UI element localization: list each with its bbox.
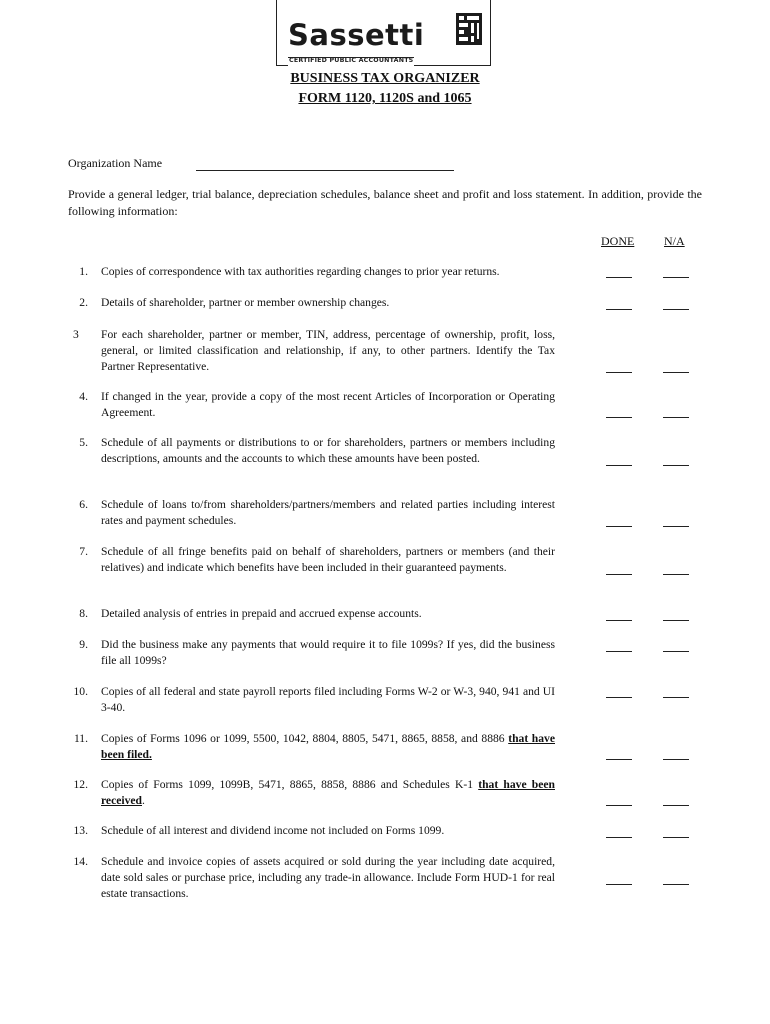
item-text: If changed in the year, provide a copy of the most recent Articles of Incorporation or Operating Agreement. [101,390,555,419]
na-checkbox-line[interactable] [663,417,689,418]
na-checkbox-line[interactable] [663,574,689,575]
item-number: 6. [79,498,88,511]
na-checkbox-line[interactable] [663,759,689,760]
done-checkbox-line[interactable] [606,837,632,838]
item-text: For each shareholder, partner or member, TIN, address, percentage of ownership, profit, loss, general, or limited classification and relationship, if any, to other partners. Identify the Tax Partner Representative. [101,328,555,373]
item-number: 3 [73,328,79,341]
item-text: Schedule of all interest and dividend income not included on Forms 1099. [101,824,445,837]
item-text: Copies of correspondence with tax authorities regarding changes to prior year returns. [101,265,500,278]
na-checkbox-line[interactable] [663,697,689,698]
item-text: Schedule of all payments or distributions to or for shareholders, partners or members including descriptions, amounts and the accounts to which these amounts have been posted. [101,436,555,465]
item-text: Details of shareholder, partner or member ownership changes. [101,296,390,309]
item-number: 8. [79,607,88,620]
form-title: BUSINESS TAX ORGANIZER [290,71,480,86]
done-checkbox-line[interactable] [606,651,632,652]
na-checkbox-line[interactable] [663,372,689,373]
done-checkbox-line[interactable] [606,759,632,760]
organization-name-label: Organization Name [68,156,163,170]
logo-monogram-icon [456,13,482,45]
item-text-emphasis: that have been filed. [101,732,555,761]
item-number: 11. [73,732,88,745]
done-checkbox-line[interactable] [606,574,632,575]
na-checkbox-line[interactable] [663,884,689,885]
item-number: 13. [73,824,88,837]
logo-wordmark: Sassetti [288,18,425,52]
organization-name-field[interactable] [196,170,454,171]
item-number: 14. [73,855,88,868]
done-checkbox-line[interactable] [606,465,632,466]
done-checkbox-line[interactable] [606,309,632,310]
item-text: Detailed analysis of entries in prepaid and accrued expense accounts. [101,607,422,620]
na-checkbox-line[interactable] [663,465,689,466]
item-text [101,731,555,763]
form-subtitle: FORM 1120, 1120S and 1065 [298,91,472,106]
done-checkbox-line[interactable] [606,697,632,698]
item-number: 1. [79,265,88,278]
done-checkbox-line[interactable] [606,884,632,885]
done-checkbox-line[interactable] [606,805,632,806]
na-checkbox-line[interactable] [663,837,689,838]
firm-logo [276,0,491,66]
na-checkbox-line[interactable] [663,805,689,806]
item-number: 10. [73,685,88,698]
item-number: 7. [79,545,88,558]
na-checkbox-line[interactable] [663,620,689,621]
na-checkbox-line[interactable] [663,526,689,527]
item-text: Schedule and invoice copies of assets acquired or sold during the year including date acquired, date sold sales or purchase price, including any trade-in allowance. Include Form HUD-1 for real estate transactions. [101,855,555,900]
na-column-header: N/A [664,234,685,248]
done-checkbox-line[interactable] [606,526,632,527]
na-checkbox-line[interactable] [663,277,689,278]
item-text-tail: . [142,794,145,807]
item-number: 4. [79,390,88,403]
item-text: Schedule of all fringe benefits paid on behalf of shareholders, partners or members (and their relatives) and indicate which benefits have been included in their guaranteed payments. [101,545,555,574]
item-text-emphasis: that have been received [101,778,555,807]
item-number: 2. [79,296,88,309]
done-column-header: DONE [601,234,635,248]
done-checkbox-line[interactable] [606,417,632,418]
item-text [101,777,555,809]
done-checkbox-line[interactable] [606,277,632,278]
logo-tagline: CERTIFIED PUBLIC ACCOUNTANTS [289,57,414,64]
done-checkbox-line[interactable] [606,620,632,621]
na-checkbox-line[interactable] [663,309,689,310]
item-number: 12. [73,778,88,791]
item-text: Schedule of loans to/from shareholders/partners/members and related parties including interest rates and payment schedules. [101,498,555,527]
item-text-main: Copies of Forms 1096 or 1099, 5500, 1042, 8804, 8805, 5471, 8865, 8858, and 8886 [101,732,509,745]
item-text: Did the business make any payments that would require it to file 1099s? If yes, did the business file all 1099s? [101,638,555,667]
item-number: 9. [79,638,88,651]
item-text: Copies of all federal and state payroll reports filed including Forms W-2 or W-3, 940, 941 and UI 3-40. [101,685,555,714]
na-checkbox-line[interactable] [663,651,689,652]
done-checkbox-line[interactable] [606,372,632,373]
item-number: 5. [79,436,88,449]
intro-paragraph: Provide a general ledger, trial balance, depreciation schedules, balance sheet and profit and loss statement. In addition, provide the following information: [68,187,702,218]
item-text-main: Copies of Forms 1099, 1099B, 5471, 8865, 8858, 8886 and Schedules K-1 [101,778,479,791]
